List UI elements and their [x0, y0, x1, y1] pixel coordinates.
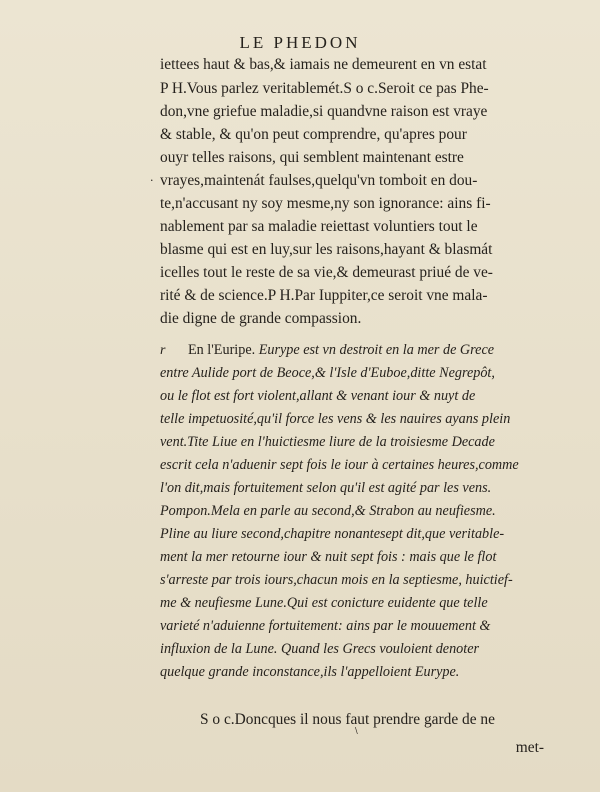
main-text-line: nablement par sa maladie reiettast voluntiers tout le	[160, 218, 478, 235]
note-line: vent.Tite Liue en l'huictiesme liure de la troisiesme Decade	[160, 434, 495, 450]
note-marker: r	[160, 343, 166, 358]
note-line: Pompon.Mela en parle au second,& Strabon au neufiesme.	[160, 503, 496, 519]
note-line: telle impetuosité,qu'il force les vens & les nauires ayans plein	[160, 411, 511, 427]
note-text: Eurype est vn destroit en la mer de Grece	[258, 342, 495, 358]
main-text-line: te,n'accusant ny soy mesme,ny son ignorance: ains fi-	[160, 195, 491, 212]
main-text-line: iettees haut & bas,& iamais ne demeurent en vn estat	[160, 56, 487, 73]
note-line: entre Aulide port de Beoce,& l'Isle d'Euboe,ditte Negrepôt,	[160, 365, 495, 381]
note-line: influxion de la Lune. Quand les Grecs vouloient denoter	[160, 641, 480, 657]
main-text-line: rité & de science.P H.Par Iuppiter,ce seroit vne mala-	[160, 287, 488, 304]
note-line: quelque grande inconstance,ils l'appelloient Eurype.	[160, 664, 460, 680]
main-text-line: ouyr telles raisons, qui semblent maintenant estre	[160, 149, 464, 166]
note-line: me & neufiesme Lune.Qui est conicture euidente que telle	[160, 595, 488, 611]
margin-bullet: .	[150, 171, 154, 184]
note-line: varieté n'aduienne fortuitement: ains par le mouuement &	[160, 618, 491, 634]
main-text-line: icelles tout le reste de sa vie,& demeurast priué de ve-	[160, 264, 493, 281]
main-text-line: vrayes,maintenát faulses,quelqu'vn tomboit en dou-	[160, 172, 478, 189]
note-line: ou le flot est fort violent,allant & venant iour & nuyt de	[160, 388, 476, 404]
main-text-line: blasme qui est en luy,sur les raisons,hayant & blasmát	[160, 241, 493, 258]
main-text-line: don,vne griefue maladie,si quandvne raison est vraye	[160, 103, 488, 120]
main-text-line: P H.Vous parlez veritablemét.S o c.Seroit ce pas Phe-	[160, 80, 489, 97]
main-text-line: die digne de grande compassion.	[160, 310, 362, 327]
note-line: l'on dit,mais fortuitement selon qu'il est agité par les vens.	[160, 480, 492, 496]
closing-text-line: S o c.Doncques il nous faut prendre garde de ne	[200, 711, 495, 728]
note-line: Pline au liure second,chapitre nonantesept dit,que veritable-	[160, 526, 505, 542]
note-lemma: En l'Euripe.	[188, 342, 256, 358]
catchword: met-	[515, 739, 544, 756]
note-line: escrit cela n'aduenir sept fois le iour à certaines heures,comme	[160, 457, 519, 473]
main-text-line: & stable, & qu'on peut comprendre, qu'apres pour	[160, 126, 467, 143]
running-head: LE PHEDON	[239, 33, 361, 52]
note-first-line	[188, 343, 494, 358]
stray-mark: \	[355, 726, 358, 735]
note-line: ment la mer retourne iour & nuit sept fois : mais que le flot	[160, 549, 497, 565]
note-line: s'arreste par trois iours,chacun mois en la septiesme, huictief-	[160, 572, 513, 588]
